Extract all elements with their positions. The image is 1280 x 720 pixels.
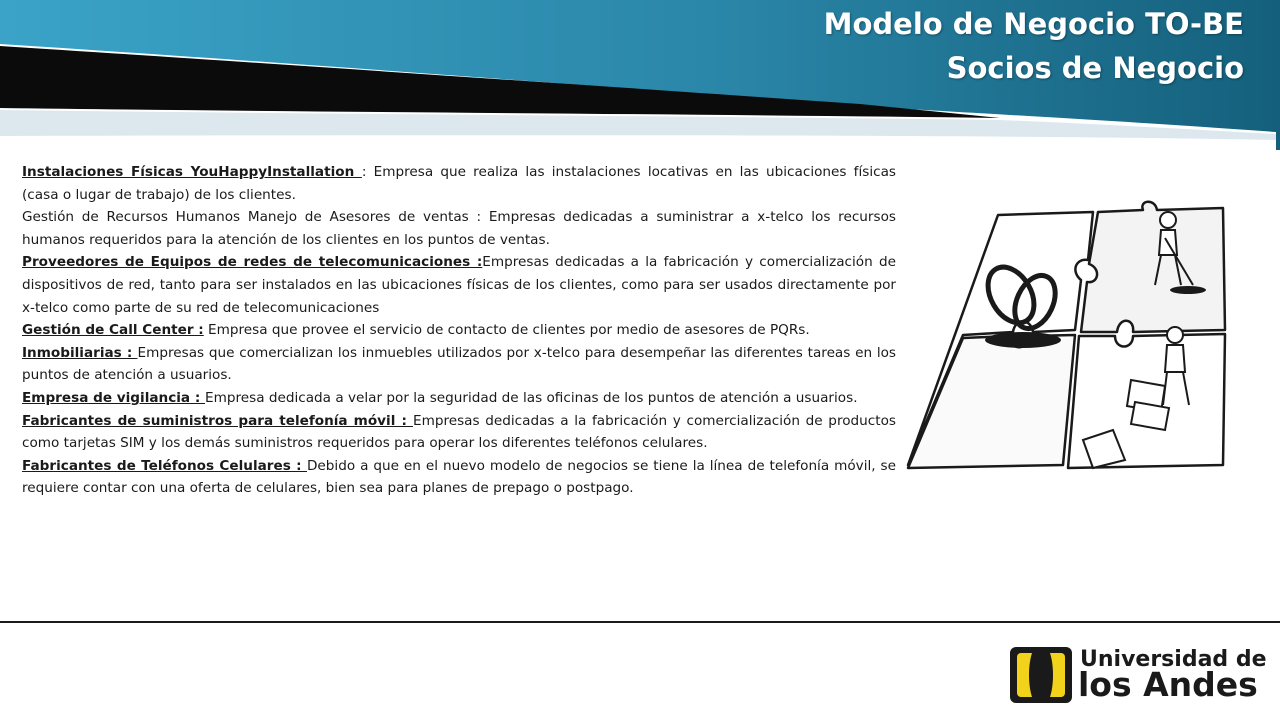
item-term: Proveedores de Equipos de redes de telecomunicaciones :: [22, 254, 483, 271]
item-text: Debido a que en el nuevo modelo de negocios se tiene la línea de telefonía móvil, se requiere contar con una oferta de celulares, bien sea para planes de prepago o postpago.: [22, 457, 896, 497]
item-text: Empresas dedicadas a la fabricación y comercialización de dispositivos de red, tanto para ser instalados en las ubicaciones físicas de los clientes, como para ser usados directamente por x-telco como parte de su red de telecomunicaciones: [22, 254, 896, 316]
list-item: [22, 410, 896, 455]
list-item: [22, 342, 896, 387]
logo-line-1: Universidad de: [1080, 647, 1267, 672]
list-item: [22, 251, 896, 319]
item-term: Empresa de vigilancia :: [22, 389, 205, 406]
item-text: Empresa dedicada a velar por la seguridad de las oficinas de los puntos de atención a usuarios.: [205, 389, 858, 406]
item-term: Instalaciones Físicas YouHappyInstallation: [22, 164, 362, 180]
item-text: Gestión de Recursos Humanos Manejo de Asesores de ventas : Empresas dedicadas a suministrar a x-telco los recursos humanos requeridos para la atención de los clientes en los puntos de ventas.: [22, 209, 896, 248]
item-term: Gestión de Call Center :: [22, 322, 204, 339]
header-banner: [0, 0, 1280, 150]
title-line-1: Modelo de Negocio TO-BE: [823, 7, 1244, 41]
partners-list: [22, 161, 896, 500]
footer-divider: [0, 621, 1280, 623]
item-text: : Empresa que realiza las instalaciones locativas en las ubicaciones físicas (casa o lugar de trabajo) de los clientes.: [22, 164, 896, 203]
item-term: Fabricantes de suministros para telefonía móvil :: [22, 412, 413, 429]
list-item: [22, 161, 896, 206]
puzzle-pieces-icon: [903, 190, 1228, 470]
item-text: Empresa que provee el servicio de contacto de clientes por medio de asesores de PQRs.: [203, 322, 810, 339]
list-item: [22, 206, 896, 251]
shield-icon: [1008, 645, 1074, 705]
list-item: [22, 319, 896, 342]
university-logo: [1008, 645, 1267, 705]
page-title: [824, 2, 1244, 90]
list-item: [22, 387, 896, 410]
list-item: [22, 455, 896, 500]
item-term: Inmobiliarias :: [22, 344, 138, 361]
item-term: Fabricantes de Teléfonos Celulares :: [22, 457, 307, 474]
item-text: Empresas que comercializan los inmuebles utilizados por x-telco para desempeñar las diferentes tareas en los puntos de atención a usuarios.: [22, 344, 896, 384]
logo-line-2: los Andes: [1078, 665, 1258, 704]
title-line-2: Socios de Negocio: [946, 51, 1244, 85]
item-text: Empresas dedicadas a la fabricación y comercialización de productos como tarjetas SIM y los demás suministros requeridos para operar los diferentes teléfonos celulares.: [22, 412, 896, 452]
